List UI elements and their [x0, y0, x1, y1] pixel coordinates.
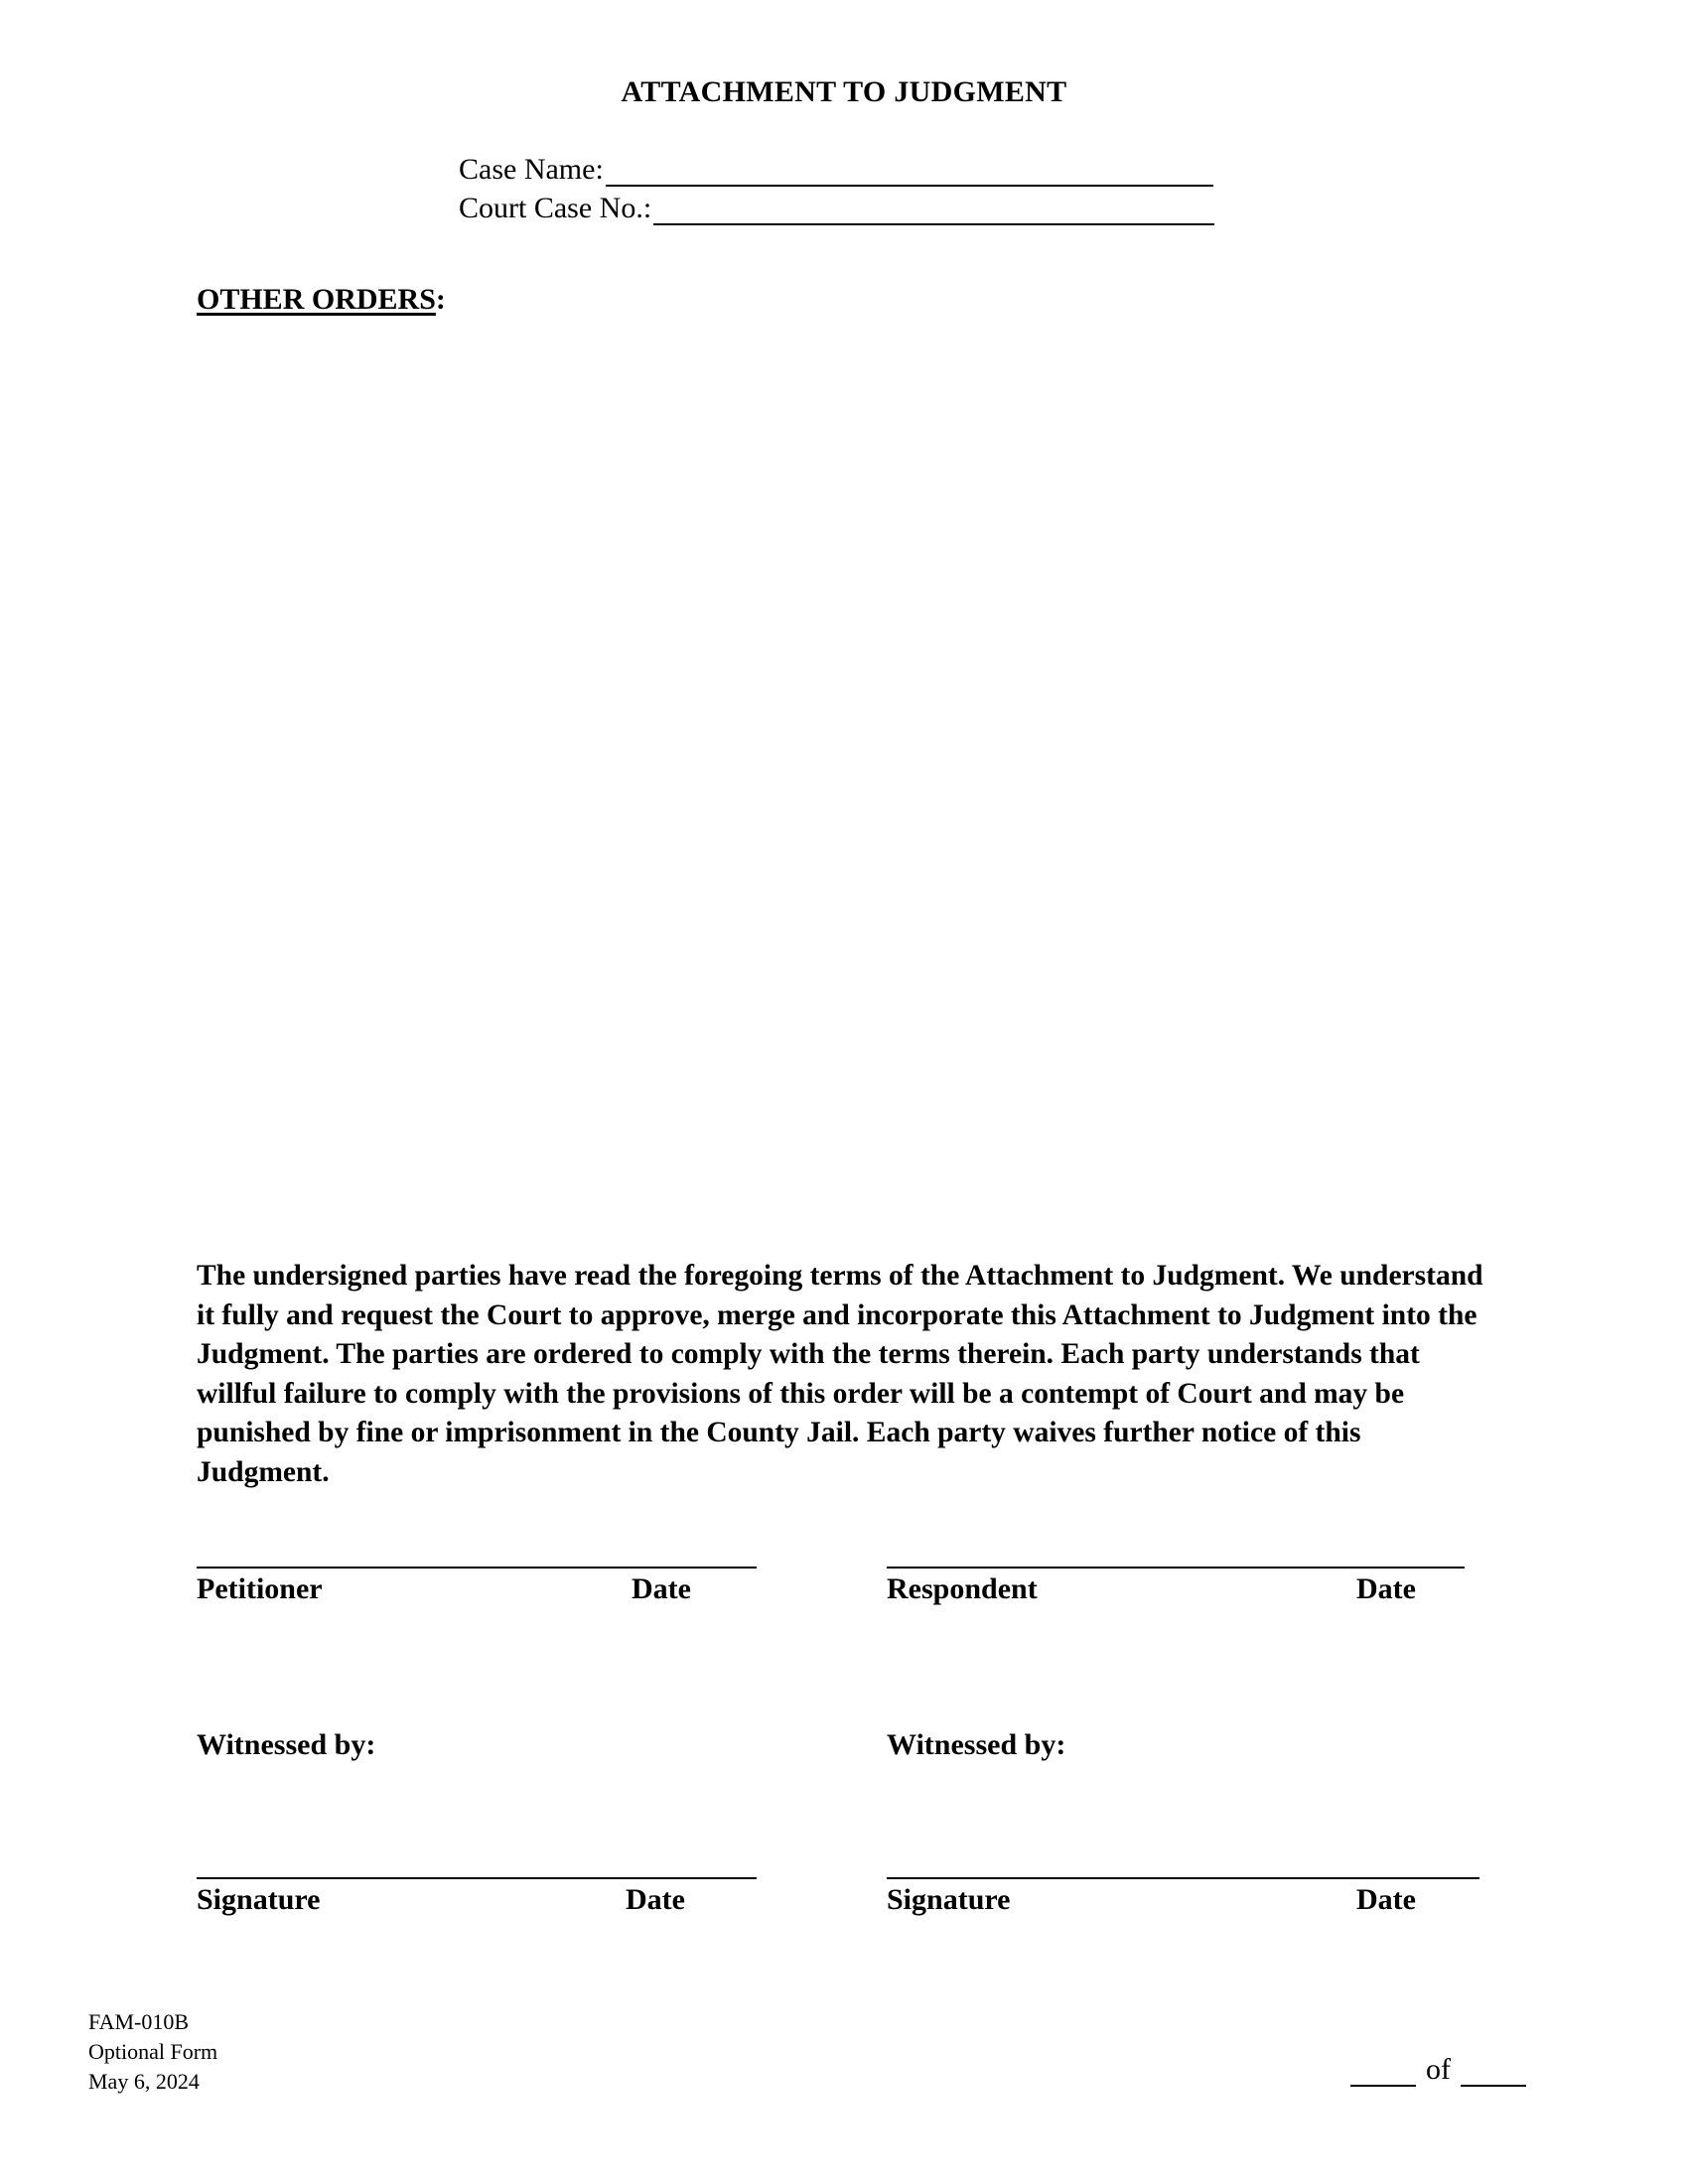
other-orders-body[interactable] — [197, 338, 1487, 1231]
respondent-witness-date-label: Date — [1356, 1883, 1416, 1916]
case-name-field[interactable] — [606, 159, 1213, 187]
form-footer — [88, 2007, 217, 2097]
respondent-date-label: Date — [1356, 1572, 1416, 1605]
petitioner-signature-line[interactable] — [197, 1567, 757, 1569]
court-case-no-row — [459, 192, 1214, 225]
total-pages-field[interactable] — [1461, 2063, 1526, 2087]
petitioner-witness-date-label: Date — [626, 1883, 685, 1916]
other-orders-heading-text: OTHER ORDERS — [197, 283, 436, 316]
respondent-witness-label: Witnessed by: — [887, 1728, 1066, 1761]
petitioner-date-label: Date — [632, 1572, 691, 1605]
agreement-paragraph: The undersigned parties have read the foregoing terms of the Attachment to Judgment. We understand it fully and request the Court to approve, merge and incorporate this Attachment to Judgment into the Judgment. The parties are ordered to comply with the terms therein. Each party understands that willful failure to comply with the provisions of this order will be a contempt of Court and may be punished by fine or imprisonment in the County Jail. Each party waives further notice of this Judgment. — [197, 1260, 1483, 1488]
court-case-no-label: Court Case No.: — [459, 192, 652, 224]
petitioner-label: Petitioner — [197, 1572, 323, 1605]
respondent-witness-signature-line[interactable] — [887, 1877, 1479, 1879]
form-date: May 6, 2024 — [88, 2069, 200, 2094]
respondent-label: Respondent — [887, 1572, 1038, 1605]
petitioner-witness-signature-label: Signature — [197, 1883, 321, 1916]
case-name-label: Case Name: — [459, 153, 604, 186]
respondent-witness-signature-label: Signature — [887, 1883, 1011, 1916]
current-page-field[interactable] — [1350, 2063, 1416, 2087]
petitioner-witness-label: Witnessed by: — [197, 1728, 376, 1761]
other-orders-heading-colon: : — [435, 283, 446, 316]
page-of-word: of — [1426, 2053, 1451, 2086]
form-type: Optional Form — [88, 2039, 218, 2064]
other-orders-heading — [197, 283, 446, 317]
page-of-counter — [1350, 2053, 1526, 2087]
document-title: ATTACHMENT TO JUDGMENT — [621, 75, 1067, 108]
form-number: FAM-010B — [88, 2009, 190, 2034]
respondent-signature-line[interactable] — [887, 1567, 1465, 1569]
case-name-row — [459, 153, 1213, 187]
petitioner-witness-signature-line[interactable] — [197, 1877, 757, 1879]
court-case-no-field[interactable] — [653, 198, 1214, 225]
